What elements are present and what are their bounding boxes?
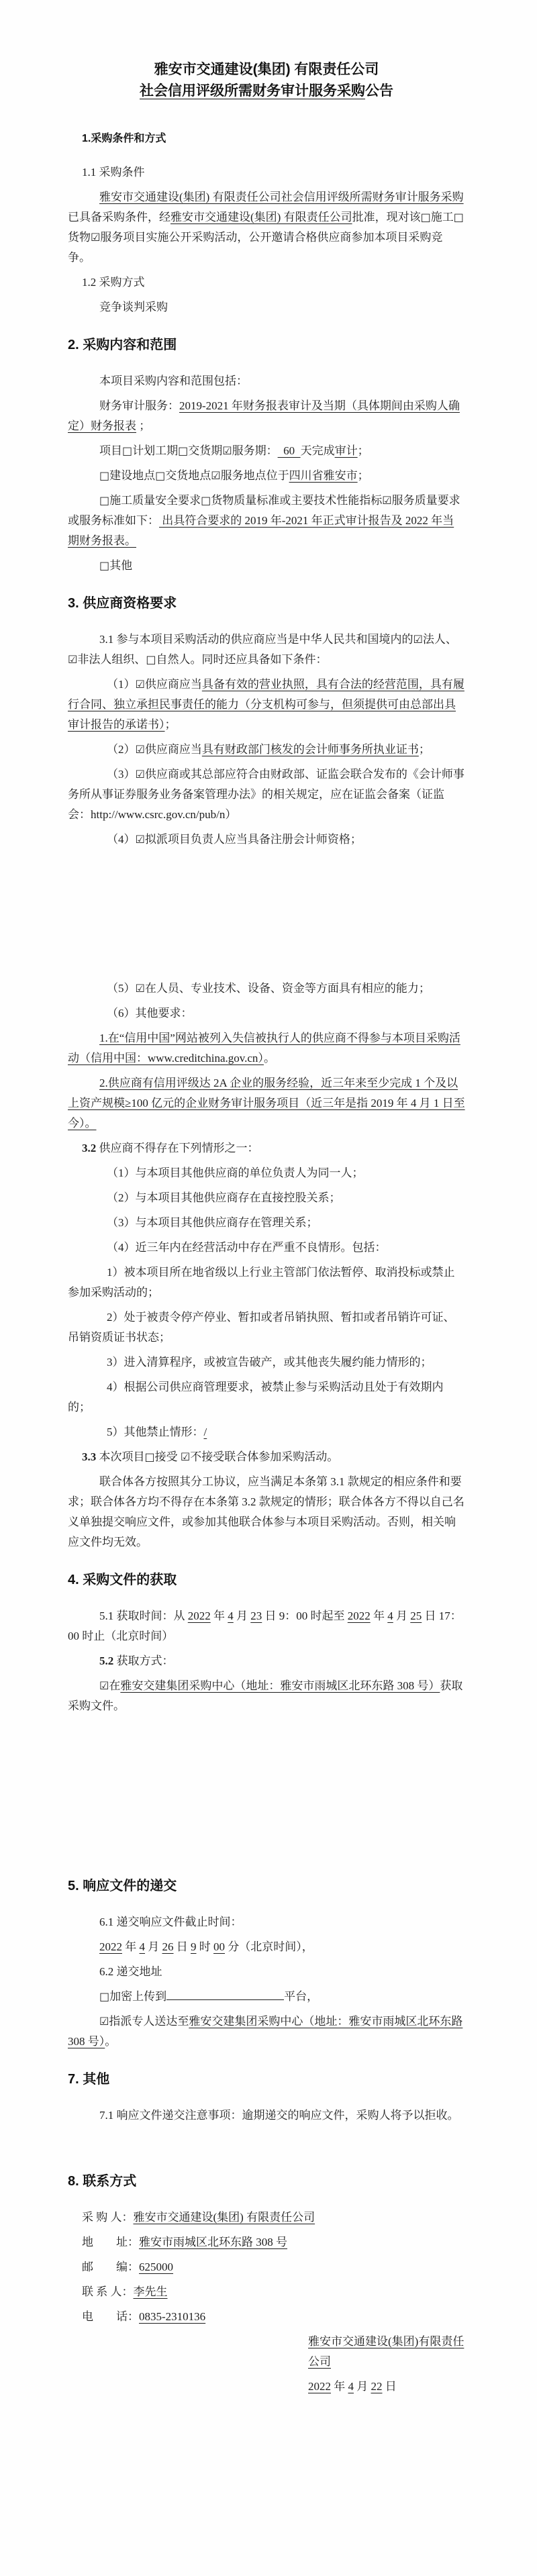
text-run: 月 <box>393 1609 411 1622</box>
section-8-heading <box>68 2171 465 2191</box>
paragraph <box>68 466 465 486</box>
text-run: 日 17：00 时止（北京时间） <box>68 1609 462 1642</box>
text-run: （3） <box>107 768 136 781</box>
text-run: 日 <box>382 2380 397 2393</box>
checked-checkbox-icon: ☑ <box>382 494 392 507</box>
paragraph <box>68 830 465 850</box>
contact-line-address <box>68 2232 465 2252</box>
text-run: 5）其他禁止情形： <box>107 1426 204 1438</box>
text-run: 2）处于被责令停产停业、暂扣或者吊销执照、暂扣或者吊销许可证、吊销资质证书状态； <box>68 1311 455 1344</box>
underlined-text: 2022 <box>308 2380 331 2393</box>
underlined-text: 2022 <box>99 1940 122 1953</box>
underlined-text: 2019-2021 年财务报表审计及当期（具体期间由采购人确定）财务报表 <box>68 399 460 432</box>
text-run: 年 <box>370 1609 388 1622</box>
unchecked-checkbox-icon: □ <box>122 444 133 457</box>
text-run: 施工 <box>430 211 454 224</box>
unchecked-checkbox-icon: □ <box>99 1990 110 2003</box>
text-run: 服务质量要求或服务标准如下： <box>68 494 460 527</box>
text-run: 自然人。同时还应具备如下条件： <box>156 653 328 666</box>
checked-checkbox-icon: ☑ <box>413 633 423 646</box>
page-break-gap <box>68 854 465 979</box>
text-run: 6.2 递交地址 <box>99 1965 162 1978</box>
text-run: 获取采购文件。 <box>68 1679 463 1712</box>
paragraph <box>68 1213 465 1233</box>
unchecked-checkbox-icon: □ <box>99 494 110 507</box>
checked-checkbox-icon: ☑ <box>91 231 101 244</box>
document-body <box>68 129 465 2397</box>
underlined-text: 23 <box>250 1609 262 1622</box>
doc-title-line2-rest: 公告 <box>365 83 393 99</box>
text-run: 月 <box>145 1940 162 1953</box>
text-run: 货物 <box>68 231 91 244</box>
paragraph <box>68 675 465 735</box>
text-run: 已具备采购条件，经 <box>68 211 170 224</box>
paragraph <box>68 740 465 760</box>
text-run: 。 <box>263 1052 275 1064</box>
text-run: 时 <box>196 1940 213 1953</box>
unchecked-checkbox-icon: □ <box>178 444 189 457</box>
underlined-text: 雅安市交通建设(集团) 有限责任公司社会信用评级所需财务审计服务采购 <box>99 191 464 203</box>
section-2-heading <box>68 335 465 355</box>
blank-underline <box>166 1987 284 2000</box>
paragraph <box>68 556 465 576</box>
paragraph <box>68 1188 465 1208</box>
text-run: 项目 <box>99 444 122 457</box>
paragraph <box>68 1962 465 1982</box>
text-run: 交货期 <box>188 444 223 457</box>
text-run: 采 购 人： <box>82 2211 134 2224</box>
underlined-text: 李先生 <box>133 2285 168 2298</box>
text-run: 服务项目实施公开采购活动，公开邀请合格供应商参加本项目采购竞争。 <box>68 231 443 264</box>
underlined-text: 4 <box>348 2380 354 2393</box>
underlined-text: 4 <box>228 1609 234 1622</box>
text-run: 3）进入清算程序，或被宣告破产，或其他丧失履约能力情形的； <box>107 1356 432 1369</box>
text-run: 7.1 响应文件递交注意事项：逾期递交的响应文件，采购人将予以拒收。 <box>99 2109 459 2122</box>
paragraph <box>68 1422 465 1442</box>
paragraph <box>68 1937 465 1957</box>
text-run: 指派专人送达至 <box>109 2015 189 2028</box>
text-run: （3）与本项目其他供应商存在管理关系； <box>107 1216 318 1229</box>
text-run: ； <box>357 444 369 457</box>
text-run: 地 址： <box>82 2236 139 2248</box>
underlined-text: 00 <box>213 1940 225 1953</box>
text-run: 月 <box>233 1609 251 1622</box>
text-run: 竞争谈判采购 <box>99 301 168 313</box>
underlined-text: 25 <box>410 1609 422 1622</box>
paragraph <box>68 1238 465 1258</box>
paragraph <box>68 1352 465 1373</box>
paragraph <box>68 1377 465 1418</box>
contact-line-phone <box>68 2307 465 2327</box>
contact-line-postcode <box>68 2257 465 2277</box>
text-run: 月 <box>354 2380 371 2393</box>
text-run: 供应商或其总部应符合由财政部、证监会联合发布的《会计师事务所从事证券服务业务备案管理办法》的相关规定，应在证监会备案（证监会：http://www.csrc.gov.cn/pub/n） <box>68 768 465 821</box>
underlined-text: 26 <box>162 1940 174 1953</box>
paragraph <box>68 1447 465 1467</box>
underlined-text: / <box>203 1426 207 1438</box>
section-4-heading <box>68 1570 465 1590</box>
checked-checkbox-icon: ☑ <box>135 743 145 756</box>
paragraph <box>68 630 465 670</box>
paragraph <box>68 1307 465 1348</box>
text-run: （4） <box>107 833 136 846</box>
text-run: （4）近三年内在经营活动中存在严重不良情形。包括： <box>107 1241 387 1254</box>
text-run: 年 <box>331 2380 348 2393</box>
paragraph <box>68 371 465 391</box>
text-run: （5） <box>107 982 136 995</box>
underlined-text: 1.在“信用中国”网站被列入失信被执行人的供应商不得参与本项目采购活动（信用中国：www.creditchina.gov.cn） <box>68 1032 460 1064</box>
underlined-text: 60 <box>277 444 301 457</box>
contact-line-person <box>68 2282 465 2302</box>
underlined-text: 0835-2310136 <box>139 2310 206 2323</box>
checked-checkbox-icon: ☑ <box>99 1679 109 1692</box>
text-run: （1）与本项目其他供应商的单位负责人为同一人； <box>107 1167 364 1179</box>
underlined-text: 625000 <box>139 2261 173 2273</box>
text-run: 2. 采购内容和范围 <box>68 338 177 352</box>
underlined-text: 具有财政部门核发的会计师事务所执业证书 <box>201 743 419 756</box>
text-run: 6.1 递交响应文件截止时间： <box>99 1916 242 1928</box>
underlined-text: 雅安市雨城区北环东路 308 号 <box>139 2236 287 2248</box>
text-run: 本项目采购内容和范围包括： <box>99 375 248 387</box>
underlined-text: 9 <box>191 1940 197 1953</box>
underlined-text: 2.供应商有信用评级达 2A 企业的服务经验，近三年来至少完成 1 个及以上资产规模≥100 亿元的企业财务审计服务项目（近三年是指 2019 年 4 月 1 日至今）。 <box>68 1077 465 1130</box>
underlined-text: 2022 <box>187 1609 211 1622</box>
text-run: 日 <box>173 1940 191 1953</box>
text-run: 服务期： <box>232 444 278 457</box>
underlined-text: 2022 <box>347 1609 371 1622</box>
text-run: 非法人组织、 <box>77 653 146 666</box>
text-run: 接受 <box>154 1450 181 1463</box>
text-run: （1） <box>107 678 136 691</box>
unchecked-checkbox-icon: □ <box>99 469 110 482</box>
text-run: 3. 供应商资格要求 <box>68 596 177 611</box>
paragraph <box>68 1606 465 1646</box>
text-run: 7. 其他 <box>68 2072 110 2087</box>
checked-checkbox-icon: ☑ <box>135 982 145 995</box>
text-run: 服务地点位于 <box>220 469 289 482</box>
bold-text: 3.3 <box>82 1450 97 1463</box>
text-run: 法人、 <box>422 633 457 646</box>
doc-title-line1: 雅安市交通建设(集团) 有限责任公司 <box>154 62 379 77</box>
text-run: （2）与本项目其他供应商存在直接控股关系； <box>107 1191 341 1204</box>
unchecked-checkbox-icon: □ <box>99 559 110 572</box>
checked-checkbox-icon: ☑ <box>222 444 232 457</box>
text-run: 批准，现对该 <box>352 211 421 224</box>
checked-checkbox-icon: ☑ <box>135 678 145 691</box>
paragraph <box>68 1912 465 1932</box>
bold-text: 3.2 <box>82 1142 97 1154</box>
page-break-gap <box>68 1721 465 1859</box>
text-run: 供应商不得存在下列情形之一： <box>96 1142 259 1154</box>
checked-checkbox-icon: ☑ <box>180 1450 191 1463</box>
text-run: 加密上传到 <box>109 1990 167 2003</box>
underlined-text: 雅安市交通建设(集团) 有限责任公司 <box>170 211 352 224</box>
paragraph <box>68 1987 465 2007</box>
text-run: 8. 联系方式 <box>68 2174 137 2189</box>
section-5-heading <box>68 1876 465 1896</box>
text-run: 5. 响应文件的递交 <box>68 1879 177 1893</box>
text-run: 电 话： <box>82 2310 139 2323</box>
doc-title-line2 <box>68 81 465 102</box>
text-run: 建设地点 <box>109 469 156 482</box>
text-run: 货物质量标准或主要技术性能指标 <box>211 494 383 507</box>
paragraph <box>68 1028 465 1069</box>
text-run: 3.1 参与本项目采购活动的供应商应当是中华人民共和国境内的 <box>99 633 413 646</box>
underlined-text: 具备有效的营业执照，具有合法的经营范围，具有履行合同、独立承担民事责任的能力（分支机构可参与，但须提供可由总部出具审计报告的承诺书） <box>68 678 465 731</box>
underlined-text: 雅安市交通建设(集团) 有限责任公司 <box>133 2211 315 2224</box>
text-run: 日 9：00 时起至 <box>262 1609 348 1622</box>
underlined-text: 4 <box>387 1609 393 1622</box>
text-run: 在人员、专业技术、设备、资金等方面具有相应的能力； <box>144 982 430 995</box>
text-run: （6）其他要求： <box>107 1007 193 1020</box>
text-run: 4）根据公司供应商管理要求，被禁止参与采购活动且处于有效期内的； <box>68 1381 444 1414</box>
text-run: 邮 编： <box>82 2261 139 2273</box>
text-run: 联合体各方按照其分工协议，应当满足本条第 3.1 款规定的相应条件和要求；联合体各方均不得存在本条第 3.2 款规定的情形；联合体各方不得以自己名义单独提交响应文件，或参加其他联合体参与本项目采购活动。否则，相关响应文件均无效。 <box>68 1475 465 1548</box>
text-run: 获取方式： <box>113 1654 174 1667</box>
text-run: 年 <box>122 1940 140 1953</box>
underlined-text: 审计 <box>334 444 358 457</box>
signature-date <box>308 2377 465 2397</box>
underlined-text: 雅安交建集团采购中心（地址：雅安市雨城区北环东路 308 号） <box>120 1679 440 1692</box>
underlined-text: 雅安市交通建设(集团)有限责任公司 <box>308 2335 465 2368</box>
paragraph <box>68 1003 465 1024</box>
paragraph <box>68 2106 465 2126</box>
paragraph <box>68 273 465 293</box>
checked-checkbox-icon: ☑ <box>211 469 221 482</box>
paragraph <box>68 1472 465 1552</box>
unchecked-checkbox-icon: □ <box>420 211 431 224</box>
signature-company <box>308 2332 465 2372</box>
text-run: 1.采购条件和方式 <box>82 133 166 144</box>
paragraph <box>68 187 465 268</box>
text-run: 施工质量安全要求 <box>109 494 201 507</box>
underlined-text: 雅安交建集团采购中心（地址：雅安市雨城区北环东路 308 号） <box>68 2015 463 2048</box>
text-run: 1.1 采购条件 <box>82 166 145 179</box>
paragraph <box>68 1138 465 1158</box>
paragraph <box>68 2012 465 2052</box>
text-run: ； <box>418 743 430 756</box>
text-run: 计划工期 <box>132 444 179 457</box>
paragraph <box>68 1676 465 1716</box>
text-run: 交货地点 <box>165 469 211 482</box>
section-1-heading <box>68 129 465 149</box>
doc-title-line2-underlined: 社会信用评级所需财务审计服务采购 <box>140 83 365 99</box>
underlined-text: 22 <box>371 2380 383 2393</box>
text-run: 。 <box>105 2035 117 2048</box>
checked-checkbox-icon: ☑ <box>135 833 145 846</box>
text-run: 拟派项目负责人应当具备注册会计师资格； <box>144 833 362 846</box>
text-run: 4. 采购文件的获取 <box>68 1573 177 1587</box>
text-run: 供应商应当 <box>144 678 202 691</box>
unchecked-checkbox-icon: □ <box>155 469 166 482</box>
checked-checkbox-icon: ☑ <box>68 653 78 666</box>
paragraph <box>68 396 465 436</box>
paragraph <box>68 764 465 825</box>
unchecked-checkbox-icon: □ <box>144 1450 155 1463</box>
text-run: 1）被本项目所在地省级以上行业主管部门依法暂停、取消投标或禁止参加采购活动的； <box>68 1266 455 1299</box>
text-run: ； <box>136 419 151 432</box>
paragraph <box>68 979 465 999</box>
paragraph <box>68 491 465 551</box>
section-3-heading <box>68 593 465 613</box>
doc-title <box>68 59 465 102</box>
text-run: 不接受联合体参加采购活动。 <box>190 1450 339 1463</box>
section-7-heading <box>68 2069 465 2089</box>
text-run: ； <box>357 469 369 482</box>
underlined-text: 4 <box>139 1940 145 1953</box>
bold-text: 5.2 <box>99 1654 114 1667</box>
text-run: 1.2 采购方式 <box>82 276 145 289</box>
checked-checkbox-icon: ☑ <box>99 2015 109 2028</box>
paragraph <box>68 1073 465 1134</box>
paragraph <box>68 297 465 317</box>
page-break-gap <box>68 2130 465 2154</box>
underlined-text: 四川省雅安市 <box>289 469 358 482</box>
text-run: 天完成 <box>300 444 335 457</box>
text-run: 本次项目 <box>96 1450 145 1463</box>
paragraph <box>68 162 465 183</box>
text-run: （2） <box>107 743 136 756</box>
paragraph <box>68 1262 465 1303</box>
text-run: 联 系 人： <box>82 2285 134 2298</box>
text-run: 平台， <box>284 1990 319 2003</box>
text-run: 分（北京时间）， <box>225 1940 313 1953</box>
unchecked-checkbox-icon: □ <box>453 211 464 224</box>
text-run: 在 <box>109 1679 121 1692</box>
contact-line-purchaser <box>68 2208 465 2228</box>
checked-checkbox-icon: ☑ <box>135 768 145 781</box>
text-run: 财务审计服务： <box>99 399 179 412</box>
paragraph <box>68 1651 465 1671</box>
unchecked-checkbox-icon: □ <box>201 494 211 507</box>
underlined-text: 出具符合要求的 2019 年-2021 年正式审计报告及 2022 年当期财务报表。 <box>68 514 454 547</box>
text-run: 年 <box>210 1609 228 1622</box>
unchecked-checkbox-icon: □ <box>146 653 156 666</box>
text-run: 其他 <box>109 559 133 572</box>
text-run: 5.1 获取时间：从 <box>99 1609 188 1622</box>
text-run: ； <box>164 718 177 731</box>
paragraph <box>68 1163 465 1183</box>
paragraph <box>68 441 465 461</box>
text-run: 供应商应当 <box>144 743 202 756</box>
